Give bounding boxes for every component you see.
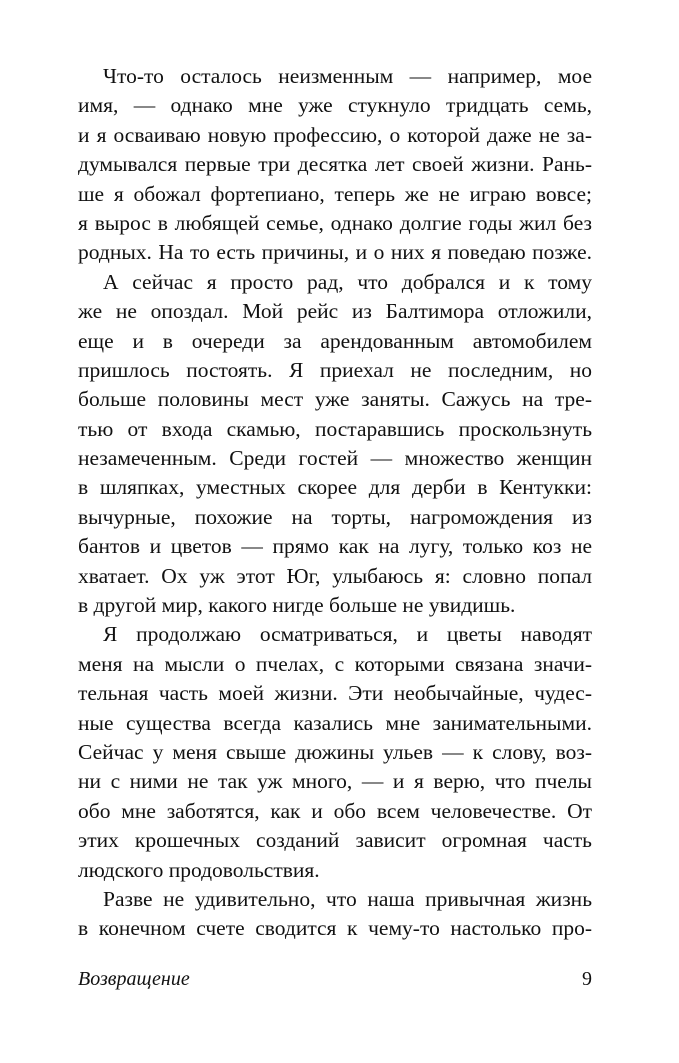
text-line: и я осваиваю новую профессию, о которой даже не за-: [78, 122, 592, 147]
text-line: пришлось постоять. Я приехал не последним, но: [78, 357, 592, 382]
text-line: ше я обожал фортепиано, теперь же не играю вовсе;: [78, 181, 592, 206]
text-line: тельная часть моей жизни. Эти необычайные, чудес-: [78, 681, 592, 706]
text-line: обо мне заботятся, как и обо всем человечестве. От: [78, 798, 592, 823]
text-line: Я продолжаю осматриваться, и цветы наводят: [103, 622, 592, 647]
text-line: я вырос в любящей семье, однако долгие годы жил без: [78, 210, 592, 235]
text-line: думывался первые три десятка лет своей жизни. Рань-: [78, 152, 592, 177]
page-body: [78, 62, 592, 944]
text-line: Разве не удивительно, что наша привычная жизнь: [103, 886, 592, 911]
text-line: в другой мир, какого нигде больше не увидишь.: [78, 593, 516, 618]
text-line: тью от входа скамью, постаравшись проскользнуть: [78, 416, 592, 441]
text-line: А сейчас я просто рад, что добрался и к тому: [103, 269, 592, 294]
paragraph-4: [78, 885, 592, 944]
paragraph-1: [78, 62, 592, 268]
text-line: вычурные, похожие на торты, нагромождения из: [78, 504, 592, 529]
text-line: хватает. Ох уж этот Юг, улыбаюсь я: словно попал: [78, 563, 592, 588]
text-line: ные существа всегда казались мне занимательными.: [78, 710, 592, 735]
text-line: имя, — однако мне уже стукнуло тридцать семь,: [78, 93, 592, 118]
text-line: людского продовольствия.: [78, 857, 320, 882]
text-line: больше половины мест уже заняты. Сажусь на тре-: [78, 387, 592, 412]
text-line: родных. На то есть причины, и о них я поведаю позже.: [78, 240, 592, 265]
text-line: Сейчас у меня свыше дюжины ульев — к слову, воз-: [78, 739, 592, 764]
text-line: в шляпках, уместных скорее для дерби в Кентукки:: [78, 475, 592, 500]
page-number: 9: [582, 968, 592, 990]
page-footer: [78, 964, 592, 994]
text-line: меня на мысли о пчелах, с которыми связана значи-: [78, 651, 592, 676]
text-line: же не опоздал. Мой рейс из Балтимора отложили,: [78, 299, 592, 324]
text-line: еще и в очереди за арендованным автомобилем: [78, 328, 592, 353]
text-line: Что-то осталось неизменным — например, мое: [103, 64, 592, 88]
text-line: этих крошечных созданий зависит огромная часть: [78, 828, 592, 853]
text-line: ни с ними не так уж много, — и я верю, что пчелы: [78, 769, 592, 794]
paragraph-3: [78, 620, 592, 885]
text-line: бантов и цветов — прямо как на лугу, только коз не: [78, 534, 592, 559]
paragraph-2: [78, 268, 592, 621]
text-line: незамеченным. Среди гостей — множество женщин: [78, 446, 592, 471]
running-title: Возвращение: [78, 968, 190, 990]
text-line: в конечном счете сводится к чему-то настолько про-: [78, 916, 592, 941]
